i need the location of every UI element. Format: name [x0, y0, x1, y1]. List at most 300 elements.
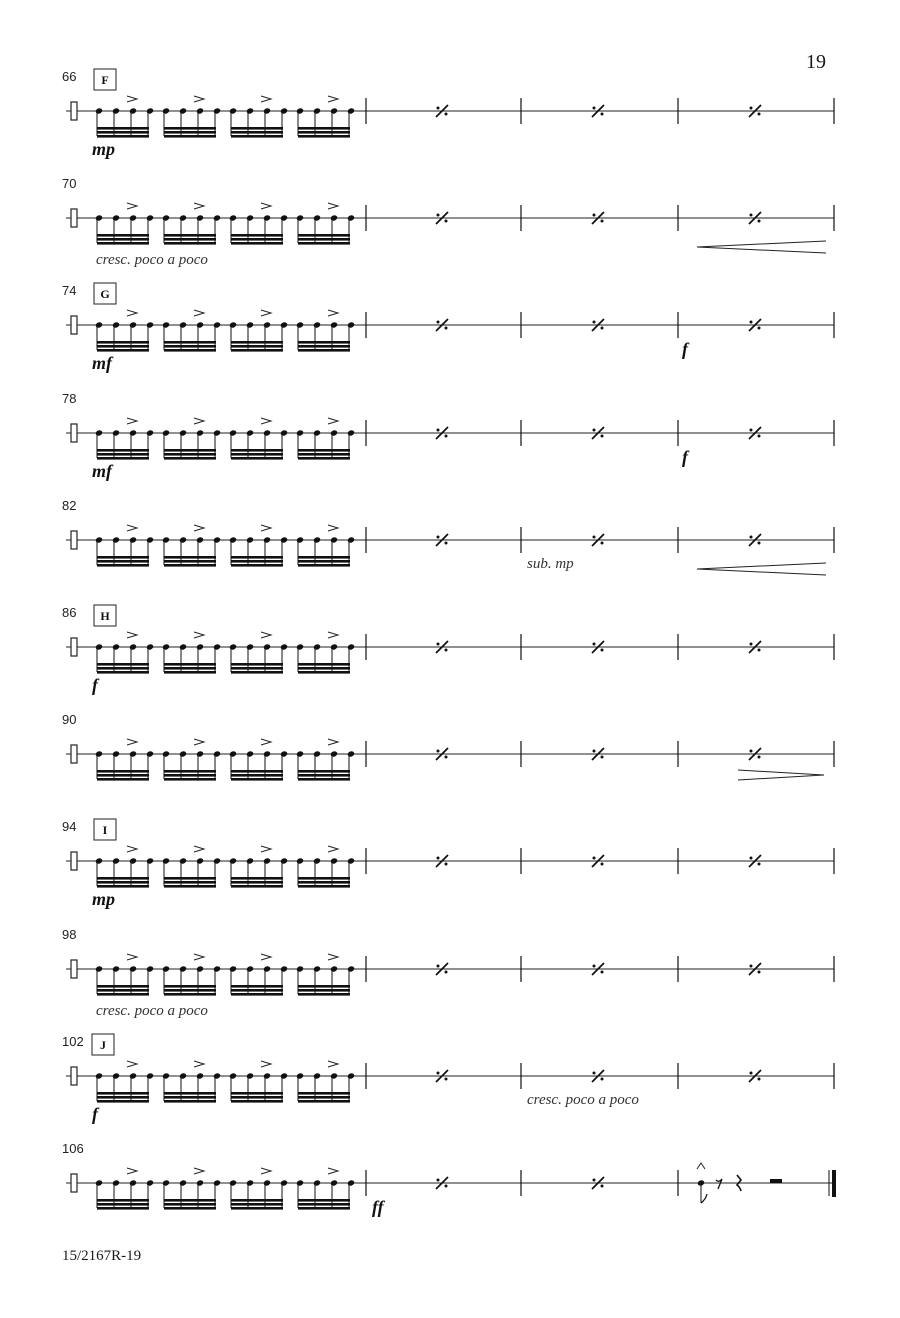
note-head: [146, 1179, 154, 1186]
beam: [164, 985, 216, 988]
note-head: [229, 321, 237, 328]
accent-mark: [194, 632, 204, 638]
staff-system: [62, 498, 834, 575]
note-head: [196, 536, 204, 543]
note-head: [162, 536, 170, 543]
beam: [231, 131, 283, 134]
measure-number: 74: [62, 283, 77, 298]
note-head: [296, 1179, 304, 1186]
accent-mark: [328, 1061, 338, 1067]
note-head: [347, 536, 355, 543]
staff-system: [62, 712, 834, 781]
accent-mark: [328, 632, 338, 638]
beam: [97, 1207, 149, 1210]
percussion-clef: [71, 852, 77, 870]
beam: [97, 238, 149, 241]
dynamic-mark: mp: [92, 889, 116, 909]
note-head: [95, 643, 103, 650]
beam: [97, 985, 149, 988]
dynamic-mark: mp: [92, 139, 116, 159]
note-head: [162, 750, 170, 757]
beam: [231, 989, 283, 992]
note-head: [129, 643, 137, 650]
note-head: [263, 857, 271, 864]
note-head: [196, 429, 204, 436]
note-head: [280, 965, 288, 972]
note-head: [179, 750, 187, 757]
note-head: [196, 643, 204, 650]
beam: [97, 135, 149, 138]
beam: [164, 341, 216, 344]
beam: [231, 667, 283, 670]
beam: [164, 778, 216, 781]
dynamic-mark: mf: [92, 461, 112, 481]
beam: [298, 881, 350, 884]
note-head: [179, 643, 187, 650]
note-head: [263, 643, 271, 650]
note-head: [296, 643, 304, 650]
beam: [97, 1092, 149, 1095]
note-head: [229, 536, 237, 543]
note-head: [296, 750, 304, 757]
beam: [298, 667, 350, 670]
note-head: [246, 214, 254, 221]
note-head: [313, 1072, 321, 1079]
note-head: [112, 965, 120, 972]
note-head: [313, 750, 321, 757]
beam: [97, 242, 149, 245]
beam: [97, 345, 149, 348]
beam: [298, 993, 350, 996]
beam: [97, 1199, 149, 1202]
beam: [231, 774, 283, 777]
beam: [97, 778, 149, 781]
note-head: [95, 107, 103, 114]
beam: [164, 1100, 216, 1103]
beam: [298, 135, 350, 138]
beam: [298, 663, 350, 666]
note-head: [146, 429, 154, 436]
note-head: [347, 1072, 355, 1079]
accent-mark: [127, 954, 137, 960]
note-head: [162, 1179, 170, 1186]
percussion-clef: [71, 531, 77, 549]
beam: [231, 135, 283, 138]
note-head: [313, 643, 321, 650]
beam: [97, 457, 149, 460]
beam: [164, 453, 216, 456]
beam: [164, 238, 216, 241]
note-head: [112, 321, 120, 328]
beam: [298, 242, 350, 245]
accent-mark: [261, 203, 271, 209]
note-head: [162, 965, 170, 972]
beam: [164, 457, 216, 460]
beam: [97, 349, 149, 352]
note-head: [162, 429, 170, 436]
rehearsal-mark: F: [101, 73, 109, 87]
measure-number: 94: [62, 819, 77, 834]
beam: [231, 453, 283, 456]
note-head: [246, 536, 254, 543]
note-head: [162, 643, 170, 650]
beam: [97, 131, 149, 134]
note-head: [280, 857, 288, 864]
note-head: [146, 750, 154, 757]
dynamic-mark: f: [682, 447, 688, 467]
note-head: [330, 429, 338, 436]
note-head: [213, 429, 221, 436]
beam: [164, 349, 216, 352]
measure-number: 66: [62, 69, 77, 84]
note-head: [213, 750, 221, 757]
note-head: [179, 857, 187, 864]
note-head: [95, 321, 103, 328]
note-head: [347, 965, 355, 972]
beam: [231, 985, 283, 988]
beam: [231, 881, 283, 884]
accent-mark: [127, 418, 137, 424]
accent-mark: [261, 846, 271, 852]
beam: [97, 671, 149, 674]
note-head: [313, 857, 321, 864]
percussion-clef: [71, 745, 77, 763]
staff-system: [62, 605, 834, 695]
note-head: [347, 107, 355, 114]
beam: [231, 560, 283, 563]
beam: [164, 560, 216, 563]
beam: [97, 234, 149, 237]
note-head: [112, 750, 120, 757]
accent-mark: [261, 632, 271, 638]
note-head: [229, 1072, 237, 1079]
note-head: [213, 643, 221, 650]
note-flag: [701, 1194, 707, 1203]
crescendo-hairpin: [697, 563, 826, 575]
beam: [298, 1199, 350, 1202]
beam: [164, 667, 216, 670]
note-head: [213, 965, 221, 972]
staff-system: [62, 391, 834, 481]
note-head: [263, 214, 271, 221]
note-head: [246, 1179, 254, 1186]
note-head: [229, 965, 237, 972]
note-head: [146, 1072, 154, 1079]
beam: [164, 1092, 216, 1095]
beam: [231, 778, 283, 781]
measure-number: 86: [62, 605, 77, 620]
beam: [231, 341, 283, 344]
beam: [97, 989, 149, 992]
note-head: [129, 214, 137, 221]
note-head: [296, 857, 304, 864]
note-head: [296, 321, 304, 328]
expression-text: cresc. poco a poco: [96, 1003, 208, 1019]
beam: [298, 985, 350, 988]
note-head: [229, 643, 237, 650]
note-head: [179, 321, 187, 328]
beam: [298, 234, 350, 237]
beam: [164, 663, 216, 666]
note-head: [213, 1179, 221, 1186]
crescendo-hairpin: [697, 241, 826, 253]
beam: [97, 667, 149, 670]
note-head: [246, 1072, 254, 1079]
note-head: [196, 750, 204, 757]
note-head: [162, 857, 170, 864]
beam: [298, 770, 350, 773]
beam: [231, 1096, 283, 1099]
percussion-clef: [71, 638, 77, 656]
note-head: [330, 107, 338, 114]
accent-mark: [261, 310, 271, 316]
beam: [298, 131, 350, 134]
note-head: [280, 1072, 288, 1079]
note-head: [246, 965, 254, 972]
beam: [231, 242, 283, 245]
beam: [298, 885, 350, 888]
note-head: [229, 429, 237, 436]
percussion-clef: [71, 1174, 77, 1192]
accent-mark: [261, 1061, 271, 1067]
note-head: [95, 750, 103, 757]
note-head: [95, 429, 103, 436]
beam: [97, 449, 149, 452]
beam: [298, 564, 350, 567]
accent-mark: [328, 418, 338, 424]
note-head: [196, 214, 204, 221]
half-rest: [770, 1179, 782, 1183]
accent-mark: [261, 1168, 271, 1174]
note-head: [146, 321, 154, 328]
percussion-clef: [71, 316, 77, 334]
note-head: [213, 321, 221, 328]
note-head: [347, 429, 355, 436]
accent-mark: [194, 525, 204, 531]
accent-mark: [328, 96, 338, 102]
note-head: [263, 429, 271, 436]
beam: [97, 453, 149, 456]
note-head: [112, 643, 120, 650]
measure-number: 78: [62, 391, 77, 406]
note-head: [95, 536, 103, 543]
accent-mark: [328, 203, 338, 209]
beam: [298, 1092, 350, 1095]
note-head: [263, 536, 271, 543]
note-head: [330, 214, 338, 221]
beam: [298, 453, 350, 456]
note-head: [296, 429, 304, 436]
beam: [164, 774, 216, 777]
note-head: [146, 643, 154, 650]
beam: [97, 877, 149, 880]
percussion-clef: [71, 424, 77, 442]
staff-system: [62, 283, 834, 373]
beam: [231, 127, 283, 130]
beam: [164, 1199, 216, 1202]
note-head: [146, 214, 154, 221]
note-head: [280, 429, 288, 436]
dynamic-mark: ff: [372, 1197, 384, 1217]
note-head: [347, 857, 355, 864]
note-head: [196, 107, 204, 114]
accent-mark: [127, 632, 137, 638]
note-head: [313, 1179, 321, 1186]
beam: [231, 564, 283, 567]
note-head: [296, 214, 304, 221]
beam: [164, 1207, 216, 1210]
measure-number: 90: [62, 712, 77, 727]
accent-mark: [127, 96, 137, 102]
beam: [164, 877, 216, 880]
decrescendo-hairpin: [738, 770, 824, 780]
beam: [164, 1096, 216, 1099]
expression-text: sub. mp: [527, 556, 574, 572]
note-head: [129, 857, 137, 864]
accent-mark: [127, 846, 137, 852]
beam: [231, 877, 283, 880]
footer-code: 15/2167R-19: [62, 1248, 142, 1264]
beam: [231, 1100, 283, 1103]
staff-system: [62, 176, 834, 268]
beam: [97, 1203, 149, 1206]
note-head: [347, 214, 355, 221]
note-head: [196, 857, 204, 864]
note-head: [280, 107, 288, 114]
beam: [97, 560, 149, 563]
note-head: [112, 214, 120, 221]
percussion-clef: [71, 960, 77, 978]
accent-mark: [194, 954, 204, 960]
note-head: [347, 750, 355, 757]
beam: [164, 556, 216, 559]
note-head: [162, 321, 170, 328]
note-head: [112, 107, 120, 114]
accent-mark: [328, 525, 338, 531]
note-head: [213, 1072, 221, 1079]
expression-text: cresc. poco a poco: [96, 252, 208, 268]
accent-mark: [194, 310, 204, 316]
beam: [231, 349, 283, 352]
beam: [298, 341, 350, 344]
note-head: [330, 643, 338, 650]
beam: [164, 1203, 216, 1206]
accent-mark: [328, 1168, 338, 1174]
note-head: [112, 1179, 120, 1186]
percussion-clef: [71, 1067, 77, 1085]
beam: [97, 556, 149, 559]
beam: [231, 1207, 283, 1210]
rehearsal-mark: H: [100, 609, 110, 623]
note-head: [347, 643, 355, 650]
note-head: [112, 429, 120, 436]
note-head: [296, 536, 304, 543]
staff-system: [62, 1034, 834, 1124]
note-head: [179, 1072, 187, 1079]
dynamic-mark: f: [682, 339, 688, 359]
rehearsal-mark: G: [100, 287, 110, 301]
note-head: [213, 214, 221, 221]
note-head: [112, 1072, 120, 1079]
note-head: [213, 536, 221, 543]
note-head: [95, 1072, 103, 1079]
accent-mark: [261, 739, 271, 745]
dynamic-mark: f: [92, 675, 98, 695]
note-head: [129, 965, 137, 972]
accent-mark: [194, 418, 204, 424]
beam: [97, 1096, 149, 1099]
accent-mark: [127, 310, 137, 316]
beam: [298, 1100, 350, 1103]
staff-system: [62, 1141, 836, 1217]
final-barline-thick: [832, 1170, 836, 1197]
note-head: [112, 857, 120, 864]
note-head: [263, 965, 271, 972]
note-head: [280, 750, 288, 757]
note-head: [179, 1179, 187, 1186]
staff-system: [62, 819, 834, 909]
note-head: [263, 107, 271, 114]
beam: [298, 127, 350, 130]
dynamic-mark: mf: [92, 353, 112, 373]
note-head: [179, 429, 187, 436]
beam: [97, 341, 149, 344]
note-head: [129, 1179, 137, 1186]
note-head: [313, 321, 321, 328]
note-head: [196, 965, 204, 972]
note-head: [246, 429, 254, 436]
note-head: [229, 214, 237, 221]
beam: [298, 449, 350, 452]
note-head: [246, 321, 254, 328]
note-head: [263, 750, 271, 757]
note-head: [162, 1072, 170, 1079]
accent-mark: [194, 1061, 204, 1067]
note-head: [229, 1179, 237, 1186]
note-head: [179, 107, 187, 114]
beam: [164, 770, 216, 773]
beam: [231, 457, 283, 460]
beam: [164, 671, 216, 674]
beam: [231, 993, 283, 996]
note-head: [296, 107, 304, 114]
beam: [231, 1092, 283, 1095]
note-head: [229, 107, 237, 114]
note-head: [330, 750, 338, 757]
beam: [231, 1203, 283, 1206]
beam: [298, 989, 350, 992]
beam: [164, 989, 216, 992]
accent-mark: [261, 418, 271, 424]
dynamic-mark: f: [92, 1104, 98, 1124]
beam: [298, 774, 350, 777]
note-head: [313, 107, 321, 114]
beam: [164, 885, 216, 888]
note-head: [313, 429, 321, 436]
staff-system: [62, 69, 834, 159]
note-head: [146, 107, 154, 114]
accent-mark: [261, 96, 271, 102]
beam: [97, 774, 149, 777]
beam: [298, 556, 350, 559]
beam: [164, 345, 216, 348]
beam: [164, 449, 216, 452]
accent-mark: [127, 203, 137, 209]
note-head: [330, 965, 338, 972]
expression-text: cresc. poco a poco: [527, 1092, 639, 1108]
rehearsal-mark: I: [102, 823, 108, 837]
beam: [97, 881, 149, 884]
